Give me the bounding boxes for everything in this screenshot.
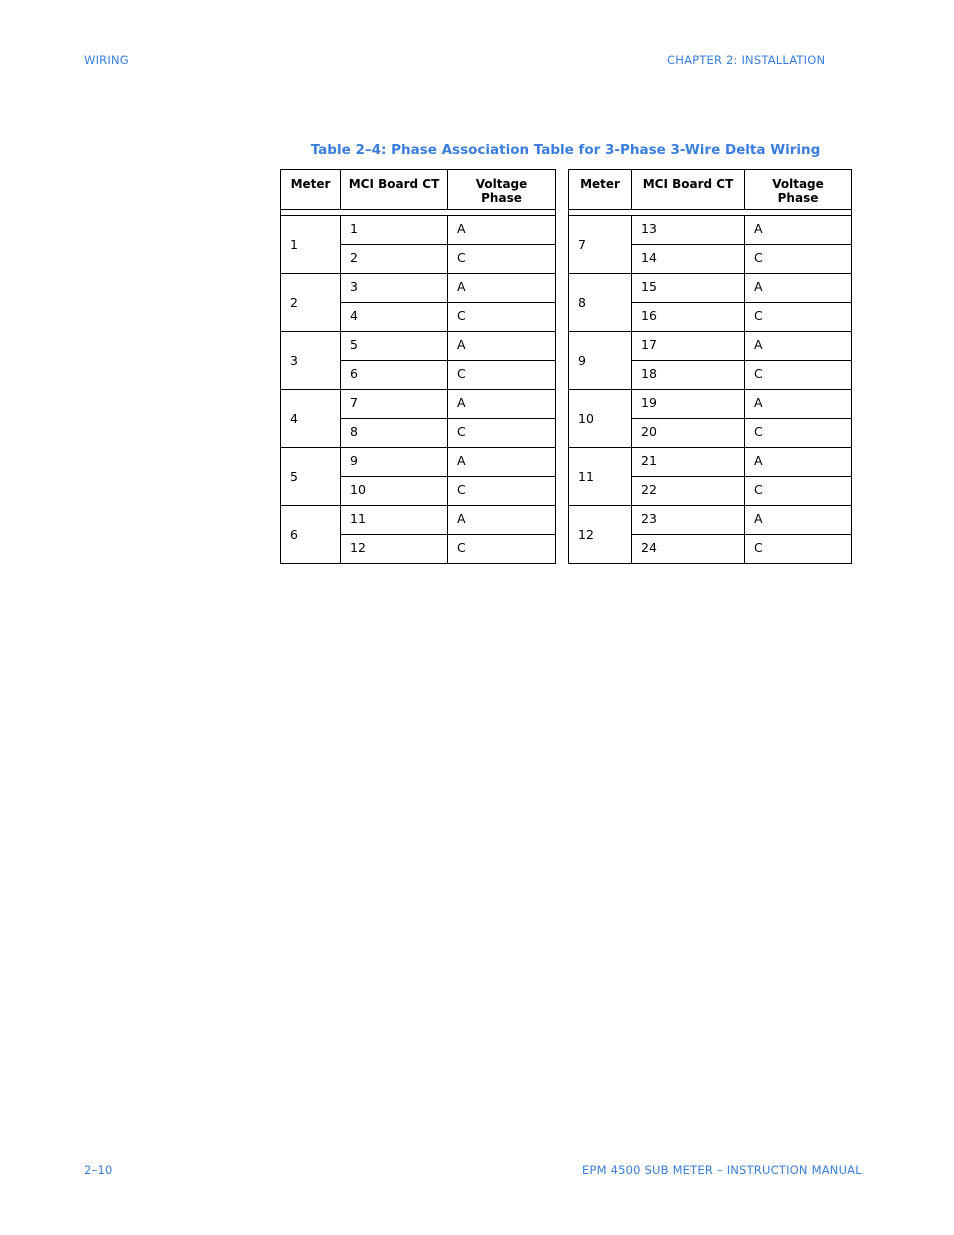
mci-ct-cell: 24: [632, 535, 745, 564]
mci-ct-cell: 1: [341, 216, 448, 245]
table-row: [569, 216, 852, 245]
meter-cell: 2: [281, 274, 341, 332]
mci-ct-cell: 20: [632, 419, 745, 448]
mci-ct-cell: 13: [632, 216, 745, 245]
voltage-phase-cell: C: [448, 535, 556, 564]
mci-ct-cell: 9: [341, 448, 448, 477]
voltage-phase-cell: C: [448, 245, 556, 274]
voltage-phase-cell: C: [745, 477, 852, 506]
table-row: [281, 274, 556, 303]
mci-ct-cell: 21: [632, 448, 745, 477]
table-row: [569, 390, 852, 419]
table-row: [569, 274, 852, 303]
mci-ct-cell: 14: [632, 245, 745, 274]
manual-title: EPM 4500 SUB METER – INSTRUCTION MANUAL: [582, 1163, 862, 1177]
voltage-phase-cell: A: [745, 390, 852, 419]
voltage-phase-cell: C: [745, 361, 852, 390]
voltage-phase-cell: C: [448, 303, 556, 332]
voltage-phase-cell: C: [448, 477, 556, 506]
table-caption: Table 2–4: Phase Association Table for 3-Phase 3-Wire Delta Wiring: [310, 142, 821, 158]
meter-cell: 6: [281, 506, 341, 564]
column-header-meter: Meter: [569, 170, 632, 210]
mci-ct-cell: 3: [341, 274, 448, 303]
table-row: [569, 448, 852, 477]
column-header-voltage: Voltage Phase: [448, 170, 556, 210]
mci-ct-cell: 4: [341, 303, 448, 332]
voltage-phase-cell: A: [448, 448, 556, 477]
mci-ct-cell: 23: [632, 506, 745, 535]
mci-ct-cell: 10: [341, 477, 448, 506]
meter-cell: 11: [569, 448, 632, 506]
table-row: [281, 506, 556, 535]
table-row: [281, 332, 556, 361]
voltage-phase-cell: C: [745, 535, 852, 564]
voltage-phase-cell: C: [745, 419, 852, 448]
table-row: [281, 448, 556, 477]
mci-ct-cell: 19: [632, 390, 745, 419]
column-header-voltage: Voltage Phase: [745, 170, 852, 210]
phase-table-left: [280, 169, 556, 564]
mci-ct-cell: 12: [341, 535, 448, 564]
meter-cell: 5: [281, 448, 341, 506]
voltage-phase-cell: C: [745, 303, 852, 332]
meter-cell: 1: [281, 216, 341, 274]
voltage-phase-cell: A: [745, 274, 852, 303]
meter-cell: 12: [569, 506, 632, 564]
mci-ct-cell: 8: [341, 419, 448, 448]
meter-cell: 4: [281, 390, 341, 448]
meter-cell: 3: [281, 332, 341, 390]
voltage-phase-cell: C: [745, 245, 852, 274]
phase-table-right: [568, 169, 852, 564]
mci-ct-cell: 15: [632, 274, 745, 303]
table-row: [569, 506, 852, 535]
voltage-phase-cell: A: [448, 274, 556, 303]
mci-ct-cell: 2: [341, 245, 448, 274]
voltage-phase-cell: A: [745, 332, 852, 361]
voltage-phase-cell: C: [448, 361, 556, 390]
column-header-meter: Meter: [281, 170, 341, 210]
mci-ct-cell: 16: [632, 303, 745, 332]
voltage-phase-cell: A: [448, 332, 556, 361]
voltage-phase-cell: A: [448, 390, 556, 419]
mci-ct-cell: 11: [341, 506, 448, 535]
meter-cell: 10: [569, 390, 632, 448]
voltage-phase-cell: C: [448, 419, 556, 448]
meter-cell: 8: [569, 274, 632, 332]
mci-ct-cell: 7: [341, 390, 448, 419]
mci-ct-cell: 6: [341, 361, 448, 390]
voltage-phase-cell: A: [745, 216, 852, 245]
mci-ct-cell: 17: [632, 332, 745, 361]
header-chapter-label: CHAPTER 2: INSTALLATION: [667, 53, 826, 67]
table-row: [281, 390, 556, 419]
mci-ct-cell: 5: [341, 332, 448, 361]
mci-ct-cell: 18: [632, 361, 745, 390]
voltage-phase-cell: A: [745, 448, 852, 477]
meter-cell: 9: [569, 332, 632, 390]
mci-ct-cell: 22: [632, 477, 745, 506]
header-section-label: WIRING: [84, 53, 129, 67]
voltage-phase-cell: A: [448, 216, 556, 245]
column-header-mci: MCI Board CT: [632, 170, 745, 210]
voltage-phase-cell: A: [448, 506, 556, 535]
voltage-phase-cell: A: [745, 506, 852, 535]
column-header-mci: MCI Board CT: [341, 170, 448, 210]
meter-cell: 7: [569, 216, 632, 274]
page-number: 2–10: [84, 1163, 113, 1177]
table-row: [281, 216, 556, 245]
table-row: [569, 332, 852, 361]
